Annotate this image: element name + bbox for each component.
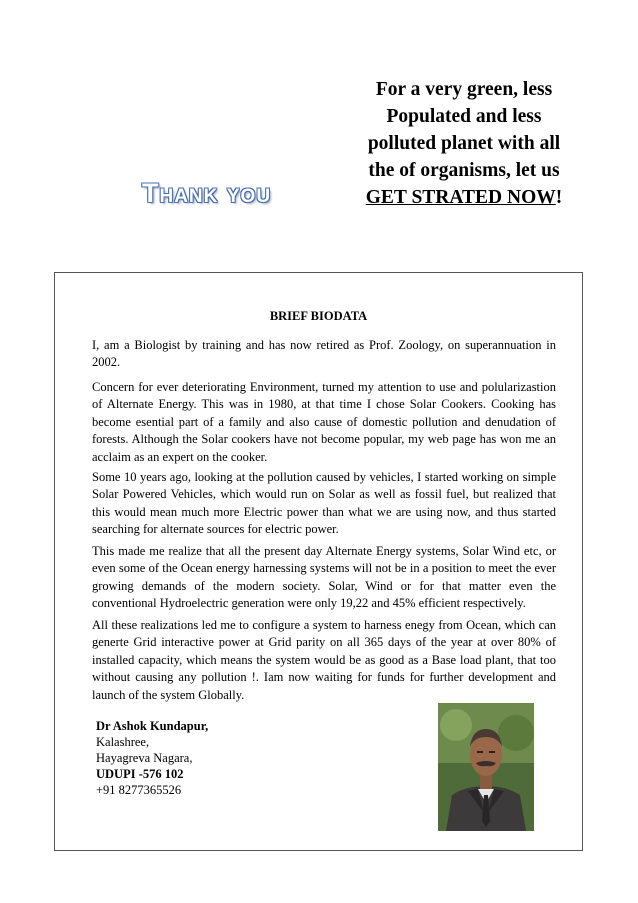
biodata-paragraph: Some 10 years ago, looking at the pollution caused by vehicles, I started working on simple Solar Powered Vehicles, which would run on Solar as well as fossil fuel, but realized that this would mean much more Electric power than what we are using now, and thus started searching for alternate sources for electric power. [92, 470, 556, 537]
slogan-line: the of organisms, let us [368, 160, 560, 181]
slogan [344, 76, 584, 211]
contact-block [96, 718, 208, 798]
biodata-box [54, 272, 583, 851]
contact-name: Dr Ashok Kundapur, [96, 719, 209, 733]
slogan-cta-line [344, 184, 584, 211]
contact-phone: +91 8277365526 [96, 783, 182, 797]
biodata-title: BRIEF BIODATA [269, 309, 368, 323]
slogan-line: For a very green, less [375, 79, 553, 100]
contact-address-line: Hayagreva Nagara, [96, 751, 193, 765]
biodata-paragraph: Concern for ever deteriorating Environment, turned my attention to use and polularizastion of Alternate Energy. This was in 1980, at that time I chose Solar Cookers. Cooking has become esential part of a family and also cause of domestic pollution and denudation of forests. Although the Solar cookers have not become popular, my web page has won me an acclaim as an expert on the cooker. [92, 380, 556, 464]
contact-city: UDUPI -576 102 [96, 767, 184, 781]
contact-address-line: Kalashree, [96, 735, 150, 749]
slogan-line: Populated and less [386, 106, 542, 127]
biodata-paragraph: I, am a Biologist by training and has now retired as Prof. Zoology, on superannuation in 2002. [92, 338, 556, 370]
slogan-cta-punct: ! [555, 187, 563, 208]
biodata-paragraph: This made me realize that all the present day Alternate Energy systems, Solar Wind etc, or even some of the Ocean energy harnessing systems will not be in a position to meet the ever growing demands of the modern society. Solar, Wind or for that matter even the conventional Hydroelectric generation were only 19,22 and 45% efficient respectively. [92, 544, 556, 611]
slogan-line: polluted planet with all [367, 133, 561, 154]
biodata-paragraph: All these realizations led me to configure a system to harness enegy from Ocean, which can generte Grid interactive power at Grid parity on all 365 days of the year at over 80% of installed capacity, which means the system would be as good as a Base load plant, that too without causing any pollution !. Iam now waiting for funds for further development and launch of the system Globally. [92, 618, 556, 702]
thank-you-heading: Thank you [142, 178, 272, 208]
author-photo [438, 703, 534, 831]
slogan-cta: GET STRATED NOW [365, 187, 556, 208]
